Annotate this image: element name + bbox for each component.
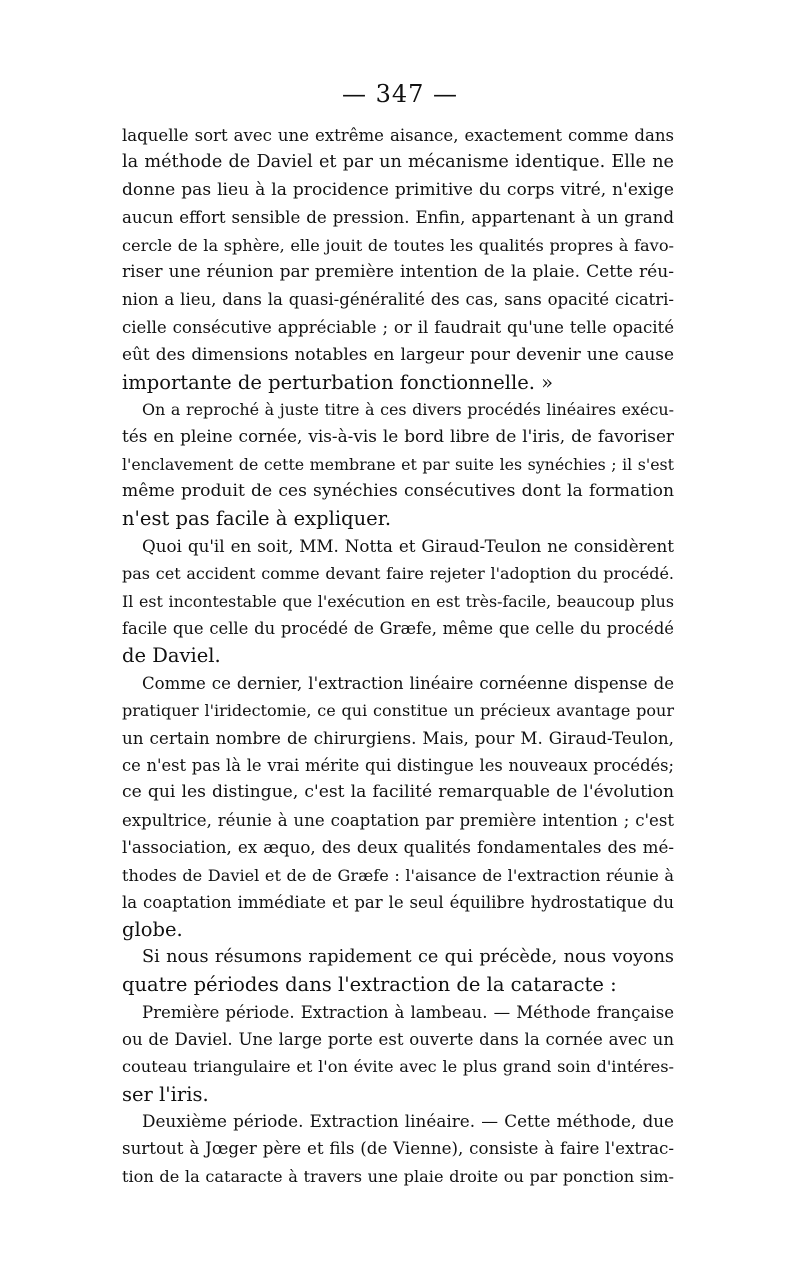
text-line: ce n'est pas là le vrai mérite qui distingue les nouveaux procédés; [122,755,674,775]
text-line: n'est pas facile à expliquer. [122,507,392,531]
text-line: couteau triangulaire et l'on évite avec le plus grand soin d'intéres- [122,1057,674,1077]
text-line: On a reproché à juste titre à ces divers procédés linéaires exécu- [142,399,674,419]
text-line: expultrice, réunie à une coaptation par première intention ; c'est [122,810,674,830]
text-line: importante de perturbation fonctionnelle. » [122,370,554,394]
text-line: de Daviel. [122,644,221,668]
text-line: aucun effort sensible de pression. Enfin, appartenant à un grand [122,208,674,228]
text-line: Première période. Extraction à lambeau. — Méthode française [142,1002,674,1022]
text-line: la coaptation immédiate et par le seul équilibre hydrostatique du [122,892,674,912]
text-line: ser l'iris. [122,1082,209,1106]
text-line: Il est incontestable que l'exécution en est très-facile, beaucoup plus [122,591,674,611]
text-line: un certain nombre de chirurgiens. Mais, pour M. Giraud-Teulon, [122,727,674,748]
body-text [122,122,674,1190]
text-line: cielle consécutive appréciable ; or il faudrait qu'une telle opacité [122,317,674,337]
text-line: même produit de ces synéchies consécutives dont la formation [122,481,674,502]
text-line: Si nous résumons rapidement ce qui précède, nous voyons [142,946,674,967]
text-line: pratiquer l'iridectomie, ce qui constitue un précieux avantage pour [122,701,674,721]
text-line: thodes de Daviel et de de Græfe : l'aisance de l'extraction réunie à [122,865,674,885]
text-line: ou de Daviel. Une large porte est ouverte dans la cornée avec un [122,1029,674,1049]
text-line: globe. [122,918,183,942]
text-line: donne pas lieu à la procidence primitive du corps vitré, n'exige [122,179,674,200]
text-line: cercle de la sphère, elle jouit de toutes les qualités propres à favo- [122,235,674,255]
text-line: riser une réunion par première intention de la plaie. Cette réu- [122,261,674,282]
text-line: la méthode de Daviel et par un mécanisme identique. Elle ne [122,152,674,173]
text-line: quatre périodes dans l'extraction de la cataracte : [122,973,617,997]
text-line: ce qui les distingue, c'est la facilité remarquable de l'évolution [122,782,674,803]
text-line: surtout à Jœger père et fils (de Vienne), consiste à faire l'extrac- [122,1138,674,1159]
text-line: laquelle sort avec une extrême aisance, exactement comme dans [122,126,674,145]
page-number: — 347 — [341,80,459,108]
text-line: Comme ce dernier, l'extraction linéaire cornéenne dispense de [142,673,674,693]
text-line: Deuxième période. Extraction linéaire. — Cette méthode, due [142,1111,674,1132]
text-line: tés en pleine cornée, vis-à-vis le bord libre de l'iris, de favoriser [122,426,674,447]
text-line: facile que celle du procédé de Græfe, même que celle du procédé [122,619,674,639]
text-line: l'enclavement de cette membrane et par suite les synéchies ; il s'est [122,454,674,474]
text-line: eût des dimensions notables en largeur pour devenir une cause [122,344,674,365]
text-line: nion a lieu, dans la quasi-généralité des cas, sans opacité cicatri- [122,290,674,310]
text-line: tion de la cataracte à travers une plaie droite ou par ponction sim- [122,1166,674,1186]
text-line: l'association, ex æquo, des deux qualités fondamentales des mé- [122,837,674,858]
text-line: Quoi qu'il en soit, MM. Notta et Giraud-Teulon ne considèrent [142,535,674,556]
text-line: pas cet accident comme devant faire rejeter l'adoption du procédé. [122,564,674,584]
